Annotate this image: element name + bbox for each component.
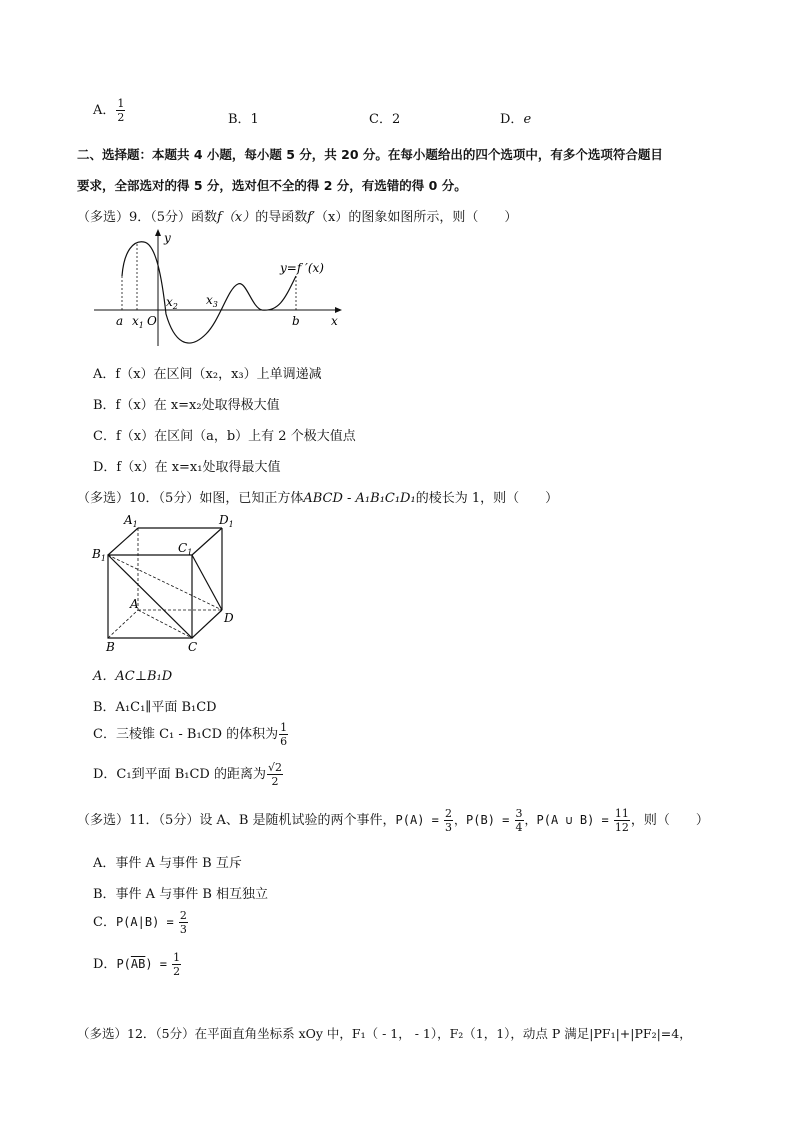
q11-option-c-fraction: $\frac{2}{3}$ — [179, 909, 187, 936]
q11-option-d-overline: $\overline{AB}$ — [130, 957, 146, 971]
x-axis-arrow — [335, 307, 342, 313]
q9-option-a: A．f（x）在区间（x₂，x₃）上单调递减 — [93, 367, 322, 382]
section2-line1: 二、选择题：本题共 4 小题，每小题 5 分，共 20 分。在每小题给出的四个选项中，有多个选项符合题目 — [77, 147, 663, 162]
section2-line2: 要求，全部选对的得 5 分，选对但不全的得 2 分，有选错的得 0 分。 — [77, 178, 467, 193]
q10-option-c: C．三棱锥 C₁ - B₁CD 的体积为 $\frac{1}{6}$ — [93, 721, 288, 748]
q11-pb-fraction: $\frac{3}{4}$ — [515, 807, 523, 834]
curve-label: y=f ′(x) — [280, 261, 324, 275]
q10-cube-figure — [88, 510, 248, 655]
hidden-B1-D — [108, 555, 222, 610]
edge-C-D — [192, 610, 222, 638]
q11-option-a: A．事件 A 与事件 B 互斥 — [93, 856, 242, 871]
x-axis-label: x — [331, 314, 338, 328]
q8-option-a-fraction: $\frac{1}{2}$ — [117, 97, 125, 124]
q10-option-d-fraction: $\frac{√2}{2}$ — [267, 761, 282, 788]
q11-option-d-fraction: $\frac{1}{2}$ — [173, 951, 181, 978]
label-x1: $x_1$ — [132, 314, 144, 330]
label-D: D — [224, 611, 234, 625]
q11-option-b: B．事件 A 与事件 B 相互独立 — [93, 887, 269, 902]
q8-option-c: C．2 — [369, 112, 401, 127]
q11-option-d: D．$P(\overline{AB})$ = $\frac{1}{2}$ — [93, 951, 181, 978]
q9-option-b: B．f（x）在 x=x₂处取得极大值 — [93, 398, 280, 413]
diag-B1-C — [108, 555, 192, 638]
q9-stem: （多选）9．（5分）函数f（x）的导函数f′（x）的图象如图所示，则（ ） — [77, 210, 518, 225]
label-b: b — [292, 314, 300, 328]
q10-stem: （多选）10．（5分）如图，已知正方体ABCD - A₁B₁C₁D₁的棱长为 1，则（ ） — [77, 491, 559, 506]
q10-option-a: A．AC⊥B₁D — [93, 669, 173, 684]
label-a: a — [116, 314, 124, 328]
q11-option-c: C．P(A|B) = $\frac{2}{3}$ — [93, 909, 187, 936]
hidden-B-A — [108, 610, 138, 638]
hidden-A-C — [138, 610, 192, 638]
q11-stem: （多选）11．（5分）设 A、B 是随机试验的两个事件，P(A) = $\frac{2}{3}$ ，P(B) = $\frac{3}{4}$ ，P(A ∪ B) = $\frac{11}{12}$ ，则（ ） — [77, 807, 709, 834]
label-B1: $B_1$ — [92, 547, 106, 563]
label-C: C — [188, 640, 198, 654]
q8-option-b: B．1 — [228, 112, 259, 127]
label-B: B — [106, 640, 115, 654]
label-A: A — [130, 597, 139, 611]
label-D1: $D_1$ — [219, 513, 234, 529]
edge-C1-D1 — [192, 528, 222, 555]
q10-option-d: D．C₁到平面 B₁CD 的距离为 $\frac{√2}{2}$ — [93, 761, 282, 788]
q8-option-d: D．e — [500, 112, 532, 127]
diag-C1-D — [192, 555, 222, 610]
y-axis-arrow — [155, 229, 161, 236]
y-axis-label: y — [164, 231, 171, 245]
q10-option-b: B．A₁C₁∥平面 B₁CD — [93, 700, 217, 715]
q8-option-a: A． $\frac{1}{2}$ — [93, 97, 125, 124]
label-x2: $x_2$ — [166, 295, 178, 311]
label-origin: O — [147, 314, 157, 328]
q10-option-c-fraction: $\frac{1}{6}$ — [280, 721, 288, 748]
q9-option-d: D．f（x）在 x=x₁处取得最大值 — [93, 460, 281, 475]
q9-option-c: C．f（x）在区间（a，b）上有 2 个极大值点 — [93, 429, 356, 444]
edge-B1-A1 — [108, 528, 138, 555]
q12-stem: （多选）12．（5分）在平面直角坐标系 xOy 中，F₁（ - 1， - 1），F₂（1，1），动点 P 满足|PF₁|+|PF₂|=4， — [77, 1026, 692, 1041]
label-x3: $x_3$ — [206, 293, 218, 309]
q11-pab-fraction: $\frac{11}{12}$ — [614, 807, 629, 834]
label-C1: $C_1$ — [178, 541, 193, 557]
q11-pa-fraction: $\frac{2}{3}$ — [445, 807, 453, 834]
label-A1: $A_1$ — [124, 513, 138, 529]
q9-derivative-graph — [90, 228, 350, 353]
